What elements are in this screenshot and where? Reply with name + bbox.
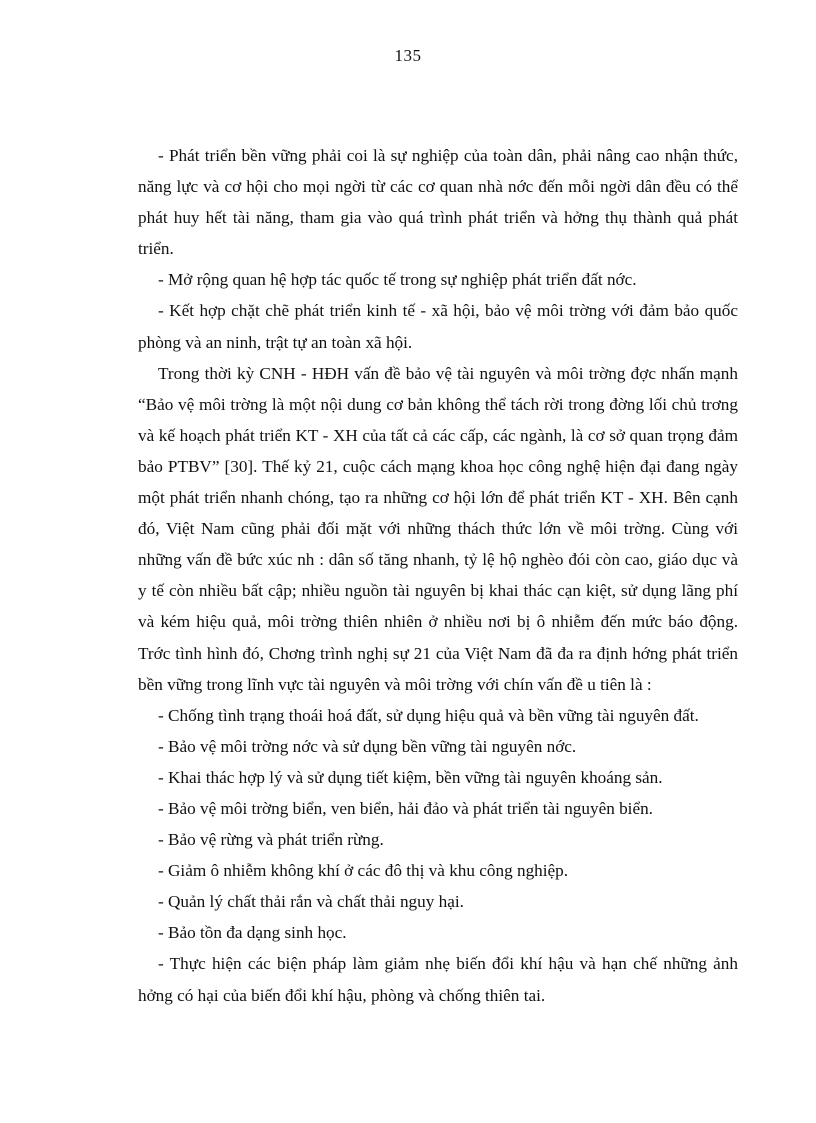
page-number: 135 xyxy=(394,46,422,65)
list-item-air-pollution: - Giảm ô nhiễm không khí ở các đô thị và khu công nghiệp. xyxy=(158,861,569,881)
list-item-marine-resources: - Bảo vệ môi trờng biển, ven biển, hải đảo và phát triển tài nguyên biển. xyxy=(158,798,653,818)
list-item-mineral-resources: - Khai thác hợp lý và sử dụng tiết kiệm, bền vững tài nguyên khoáng sản. xyxy=(158,767,663,787)
list-item-biodiversity: - Bảo tồn đa dạng sinh học. xyxy=(158,923,347,943)
paragraph-international-cooperation: - Mở rộng quan hệ hợp tác quốc tế trong sự nghiệp phát triển đất nớc. xyxy=(158,270,637,290)
paragraph-socioeconomic-security: - Kết hợp chặt chẽ phát triển kinh tế - xã hội, bảo vệ môi trờng với đảm bảo quốc phòng và an ninh, trật tự an toàn xã hội. xyxy=(138,301,738,352)
list-item-land-degradation: - Chống tình trạng thoái hoá đất, sử dụng hiệu quả và bền vững tài nguyên đất. xyxy=(158,705,699,725)
list-item-climate-change: - Thực hiện các biện pháp làm giảm nhẹ biến đổi khí hậu và hạn chế những ảnh hởng có hại của biến đổi khí hậu, phòng và chống thiên tai. xyxy=(138,954,738,1005)
paragraph-community-participation: - Phát triển bền vững phải coi là sự nghiệp của toàn dân, phải nâng cao nhận thức, năng lực và cơ hội cho mọi ngời từ các cơ quan nhà nớc đến mỗi ngời dân đều có thể phát huy hết tài năng, tham gia vào quá trình phát triển và hởng thụ thành quả phát triển. xyxy=(138,146,738,259)
list-item-water-resources: - Bảo vệ môi trờng nớc và sử dụng bền vững tài nguyên nớc. xyxy=(158,736,577,756)
paragraph-environment-context: Trong thời kỳ CNH - HĐH vấn đề bảo vệ tài nguyên và môi trờng đợc nhấn mạnh “Bảo vệ môi trờng là một nội dung cơ bản không thể tách rời trong đờng lối chủ trơng và kế hoạch phát triển KT - XH của tất cả các cấp, các ngành, là cơ sở quan trọng đảm bảo PTBV” [30]. Thế kỷ 21, cuộc cách mạng khoa học công nghệ hiện đại đang ngày một phát triển nhanh chóng, tạo ra những cơ hội lớn để phát triển KT - XH. Bên cạnh đó, Việt Nam cũng phải đối mặt với những thách thức lớn về môi trờng. Cùng với những vấn đề bức xúc nh : dân số tăng nhanh, tỷ lệ hộ nghèo đói còn cao, giáo dục và y tế còn nhiều bất cập; nhiều nguồn tài nguyên bị khai thác cạn kiệt, sử dụng lãng phí và kém hiệu quả, môi trờng thiên nhiên ở nhiều nơi bị ô nhiễm đến mức báo động. Trớc tình hình đó, Chơng trình nghị sự 21 của Việt Nam đã đa ra định hớng phát triển bền vững trong lĩnh vực tài nguyên và môi trờng với chín vấn đề u tiên là : xyxy=(138,363,738,694)
list-item-waste-management: - Quản lý chất thải rắn và chất thải nguy hại. xyxy=(158,892,464,912)
document-body xyxy=(138,140,738,1011)
list-item-forest-protection: - Bảo vệ rừng và phát triển rừng. xyxy=(158,830,384,850)
